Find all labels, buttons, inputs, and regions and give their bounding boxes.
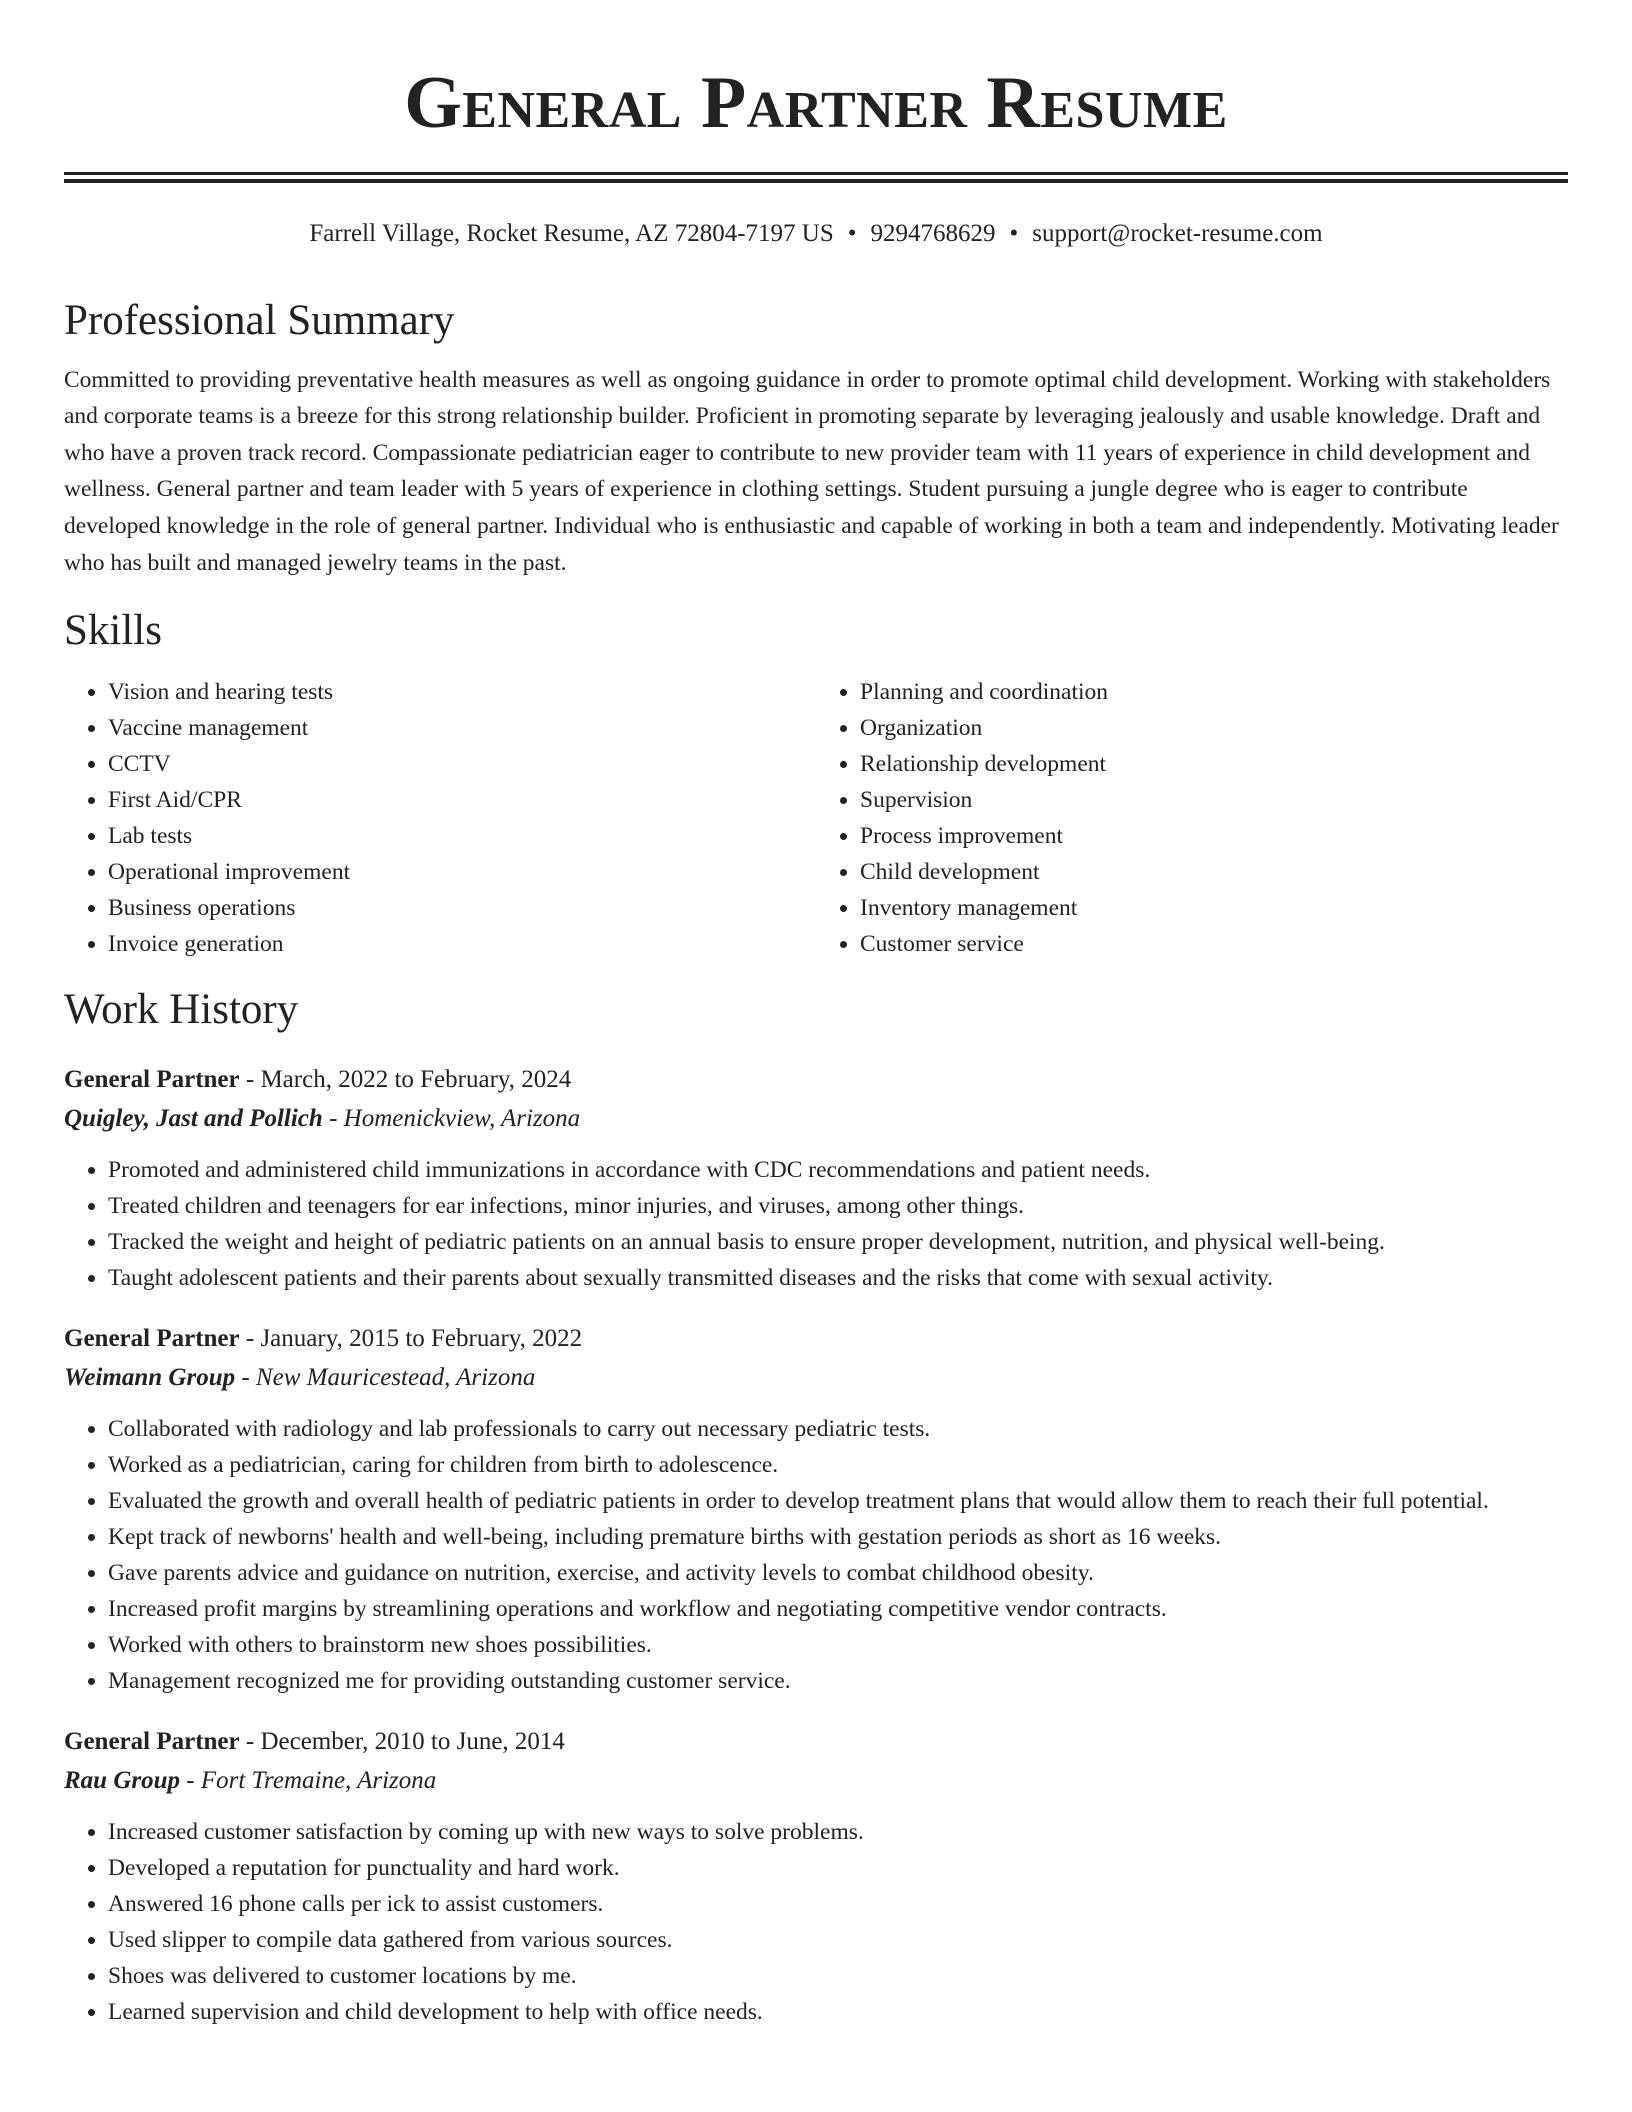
job-bullet: • Answered 16 phone calls per ick to assist customers.: [108, 1886, 1568, 1922]
skill-item: • Inventory management: [860, 890, 1568, 926]
job-location: - Fort Tremaine, Arizona: [186, 1767, 437, 1795]
skill-item: • Planning and coordination: [860, 674, 1568, 710]
job-company: Weimann Group: [64, 1364, 236, 1392]
job-location: - Homenickview, Arizona: [329, 1105, 581, 1133]
skill-item: • Invoice generation: [108, 926, 816, 962]
job-bullets: [64, 1411, 1568, 1699]
skill-item: • Organization: [860, 710, 1568, 746]
job-bullet: • Increased profit margins by streamlining operations and workflow and negotiating competitive vendor contracts.: [108, 1591, 1568, 1627]
skill-item: • First Aid/CPR: [108, 782, 816, 818]
job-entry: [64, 1061, 1568, 1296]
job-bullet: • Collaborated with radiology and lab professionals to carry out necessary pediatric tests.: [108, 1411, 1568, 1447]
skill-item: • CCTV: [108, 746, 816, 782]
contact-separator: •: [1009, 220, 1019, 247]
job-bullet: • Used slipper to compile data gathered from various sources.: [108, 1922, 1568, 1958]
job-company-line: [64, 1358, 1568, 1398]
skills-column-right: [816, 674, 1568, 962]
job-bullet: • Tracked the weight and height of pediatric patients on an annual basis to ensure proper development, nutrition, and physical well-being.: [108, 1224, 1568, 1260]
job-bullets: [64, 1814, 1568, 2030]
job-dates: - January, 2015 to February, 2022: [245, 1325, 583, 1353]
job-bullets: [64, 1152, 1568, 1296]
title-divider: [64, 172, 1568, 183]
skill-item: • Lab tests: [108, 818, 816, 854]
job-bullet: • Evaluated the growth and overall health of pediatric patients in order to develop treatment plans that would allow them to reach their full potential.: [108, 1483, 1568, 1519]
job-company: Quigley, Jast and Pollich: [64, 1105, 323, 1133]
job-company-line: [64, 1099, 1568, 1139]
skill-item: • Process improvement: [860, 818, 1568, 854]
job-bullet: • Increased customer satisfaction by coming up with new ways to solve problems.: [108, 1814, 1568, 1850]
contact-line: [64, 219, 1568, 249]
skill-item: • Child development: [860, 854, 1568, 890]
job-entry: [64, 1723, 1568, 2030]
job-bullet: • Worked as a pediatrician, caring for children from birth to adolescence.: [108, 1447, 1568, 1483]
job-bullet: • Shoes was delivered to customer locations by me.: [108, 1958, 1568, 1994]
job-bullet: • Promoted and administered child immunizations in accordance with CDC recommendations and patient needs.: [108, 1152, 1568, 1188]
skill-item: • Customer service: [860, 926, 1568, 962]
job-title-line: [64, 1061, 1568, 1099]
job-title: General Partner: [64, 1325, 240, 1353]
skill-item: • Relationship development: [860, 746, 1568, 782]
job-dates: - December, 2010 to June, 2014: [245, 1728, 565, 1756]
job-title-line: [64, 1320, 1568, 1358]
job-entry: [64, 1320, 1568, 1699]
skill-item: • Vaccine management: [108, 710, 816, 746]
job-title-line: [64, 1723, 1568, 1761]
skill-item: • Operational improvement: [108, 854, 816, 890]
skill-item: • Vision and hearing tests: [108, 674, 816, 710]
skills-list: [64, 674, 1568, 962]
job-title: General Partner: [64, 1728, 240, 1756]
contact-email: support@rocket-resume.com: [1032, 220, 1323, 247]
job-dates: - March, 2022 to February, 2024: [245, 1066, 572, 1094]
job-bullet: • Worked with others to brainstorm new shoes possibilities.: [108, 1627, 1568, 1663]
work-history-list: [64, 1061, 1568, 2030]
skills-heading: Skills: [64, 607, 162, 655]
job-location: - New Mauricestead, Arizona: [241, 1364, 536, 1392]
work-history-heading: Work History: [64, 985, 299, 1033]
job-bullet: • Developed a reputation for punctuality and hard work.: [108, 1850, 1568, 1886]
contact-address: Farrell Village, Rocket Resume, AZ 72804-7197 US: [309, 220, 834, 247]
contact-separator: •: [847, 220, 857, 247]
job-bullet: • Treated children and teenagers for ear infections, minor injuries, and viruses, among other things.: [108, 1188, 1568, 1224]
skills-column-left: [64, 674, 816, 962]
job-company: Rau Group: [64, 1767, 181, 1795]
contact-phone: 9294768629: [870, 220, 996, 247]
summary-text: Committed to providing preventative health measures as well as ongoing guidance in order to promote optimal child development. Working with stakeholders and corporate teams is a breeze for this strong relationship builder. Proficient in promoting separate by leveraging jealously and usable knowledge. Draft and who have a proven track record. Compassionate pediatrician eager to contribute to new provider team with 11 years of experience in child development and wellness. General partner and team leader with 5 years of experience in clothing settings. Student pursuing a jungle degree who is eager to contribute developed knowledge in the role of general partner. Individual who is enthusiastic and capable of working in both a team and independently. Motivating leader who has built and managed jewelry teams in the past.: [64, 366, 1559, 576]
job-company-line: [64, 1761, 1568, 1801]
job-bullet: • Kept track of newborns' health and well-being, including premature births with gestation periods as short as 16 weeks.: [108, 1519, 1568, 1555]
job-bullet: • Gave parents advice and guidance on nutrition, exercise, and activity levels to combat childhood obesity.: [108, 1555, 1568, 1591]
job-bullet: • Management recognized me for providing outstanding customer service.: [108, 1663, 1568, 1699]
job-bullet: • Taught adolescent patients and their parents about sexually transmitted diseases and the risks that come with sexual activity.: [108, 1260, 1568, 1296]
job-bullet: • Learned supervision and child development to help with office needs.: [108, 1994, 1568, 2030]
skill-item: • Business operations: [108, 890, 816, 926]
page-title: General Partner Resume: [404, 62, 1228, 144]
skill-item: • Supervision: [860, 782, 1568, 818]
job-title: General Partner: [64, 1066, 240, 1094]
summary-heading: Professional Summary: [64, 297, 455, 344]
